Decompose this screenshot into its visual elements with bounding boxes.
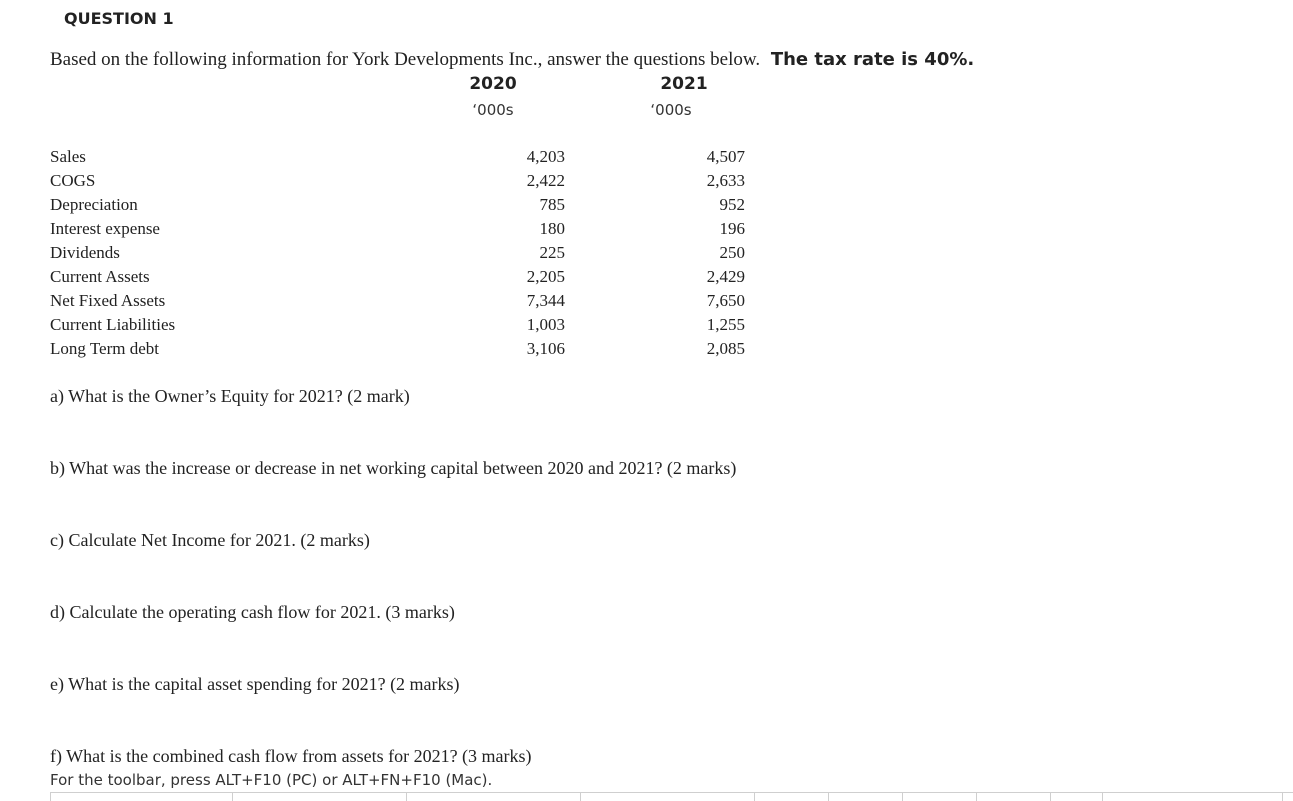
- value-2021: 4,507: [706, 147, 745, 166]
- column-unit-2020: ‘000s: [472, 101, 514, 119]
- question-c: c) Calculate Net Income for 2021. (2 marks): [50, 530, 370, 550]
- row-label: Current Assets: [50, 267, 150, 286]
- value-2021: 250: [719, 243, 745, 262]
- value-2020: 7,344: [526, 291, 565, 310]
- toolbar-hint: For the toolbar, press ALT+F10 (PC) or ALT+FN+F10 (Mac).: [50, 771, 493, 789]
- column-header-2020: 2020: [469, 74, 517, 94]
- question-b: b) What was the increase or decrease in net working capital between 2020 and 2021? (2 marks): [50, 458, 737, 478]
- row-label: Sales: [50, 147, 86, 166]
- value-2021: 1,255: [706, 315, 745, 334]
- value-2021: 2,633: [706, 171, 745, 190]
- value-2021: 7,650: [706, 291, 745, 310]
- table-row: [50, 315, 750, 339]
- table-row: [50, 243, 750, 267]
- value-2020: 180: [539, 219, 565, 238]
- table-row: [50, 219, 750, 243]
- table-row: [50, 195, 750, 219]
- intro-text: Based on the following information for York Developments Inc., answer the questions below.: [50, 49, 761, 70]
- question-title: QUESTION 1: [64, 9, 174, 28]
- row-label: Net Fixed Assets: [50, 291, 166, 310]
- table-row: [50, 267, 750, 291]
- column-unit-2021: ‘000s: [650, 101, 692, 119]
- value-2020: 3,106: [526, 339, 565, 358]
- value-2020: 2,422: [526, 171, 565, 190]
- table-row: [50, 147, 750, 171]
- value-2020: 4,203: [526, 147, 565, 166]
- row-label: Dividends: [50, 243, 120, 262]
- row-label: Current Liabilities: [50, 315, 176, 334]
- tax-rate-note: The tax rate is 40%.: [770, 49, 975, 70]
- row-label: Depreciation: [50, 195, 138, 214]
- value-2021: 2,429: [706, 267, 745, 286]
- value-2021: 2,085: [706, 339, 745, 358]
- intro-paragraph: [50, 49, 974, 71]
- question-f: f) What is the combined cash flow from assets for 2021? (3 marks): [50, 746, 532, 766]
- question-e: e) What is the capital asset spending for 2021? (2 marks): [50, 674, 460, 694]
- value-2020: 1,003: [526, 315, 565, 334]
- value-2020: 225: [539, 243, 565, 262]
- column-header-2021: 2021: [660, 74, 708, 94]
- table-row: [50, 171, 750, 195]
- row-label: Long Term debt: [50, 339, 159, 358]
- table-row: [50, 339, 750, 363]
- value-2020: 785: [539, 195, 565, 214]
- value-2021: 952: [719, 195, 745, 214]
- row-label: COGS: [50, 171, 96, 190]
- value-2021: 196: [719, 219, 745, 238]
- question-d: d) Calculate the operating cash flow for 2021. (3 marks): [50, 602, 455, 622]
- value-2020: 2,205: [526, 267, 565, 286]
- question-a: a) What is the Owner’s Equity for 2021? (2 mark): [50, 386, 410, 406]
- row-label: Interest expense: [50, 219, 160, 238]
- table-row: [50, 291, 750, 315]
